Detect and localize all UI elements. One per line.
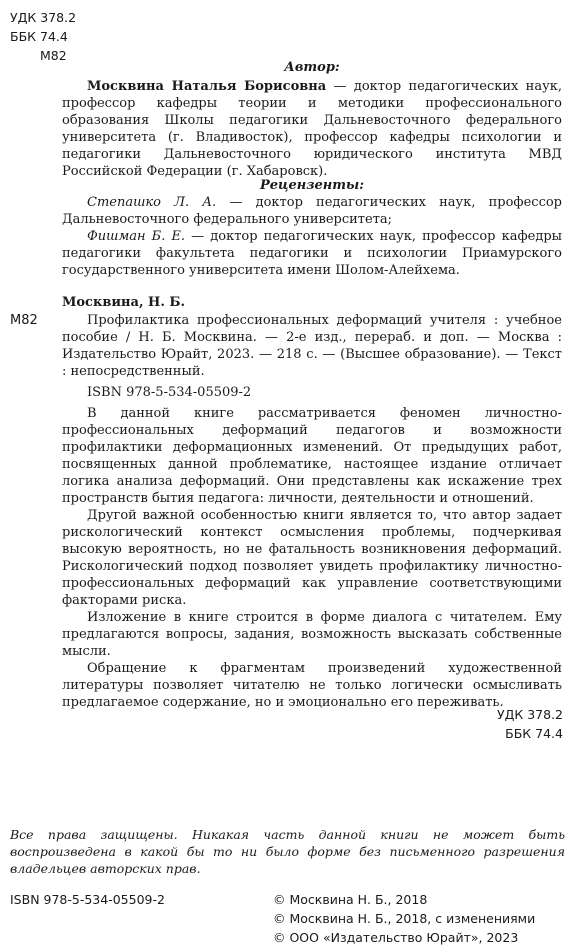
footer-isbn: ISBN 978-5-534-05509-2 [10, 892, 165, 907]
copyright-line: © Москвина Н. Б., 2018 [273, 892, 428, 907]
copyright-line: © Москвина Н. Б., 2018, с изменениями [273, 911, 536, 926]
bib-description: Профилактика профессиональных деформаций учителя : учебное пособие / Н. Б. Москвина. — 2-е изд., перераб. и доп. — Москва : Издательство Юрайт, 2023. — 218 с. — (Высшее образование). — Текст : непосредственный. [62, 313, 562, 379]
reviewers-heading: Рецензенты: [259, 178, 365, 193]
annotation-paragraph: Обращение к фрагментам произведений художественной литературы позволяет читателю не только логически осмысливать предлагаемое содержание, но и эмоционально его переживать. [62, 661, 562, 710]
author-bio: — доктор педагогических наук, профессор кафедры теории и методики профессионального образования Школы педагогики Дальневосточного федерального университета (г. Владивосток), профессор кафедры психологии и педагогики Дальневосточного юридического института МВД Российской Федерации (г. Хабаровск). [62, 79, 562, 179]
copyright-line: © ООО «Издательство Юрайт», 2023 [273, 930, 519, 945]
margin-mark: М82 [10, 313, 38, 328]
annotation-paragraph: Другой важной особенностью книги является то, что автор задает рискологический контекст осмысления проблемы, подчеркивая высокую вероятность, но не фатальность возникновения деформаций. Рискологический подход позволяет увидеть профилактику личностно-профессиональных деформаций как управление соответствующими факторами риска. [62, 508, 562, 608]
copyright-list [273, 890, 535, 947]
author-mark: М82 [40, 48, 67, 63]
bib-author-header: Москвина, Н. Б. [62, 295, 185, 310]
reviewer-name: Степашко Л. А. [87, 195, 217, 210]
bibliographic-block [62, 294, 562, 380]
reviewer-name: Фишман Б. Е. [87, 229, 186, 244]
bottom-codes [497, 705, 563, 743]
bib-isbn: ISBN 978-5-534-05509-2 [87, 385, 252, 400]
bbk-code: ББК 74.4 [10, 29, 68, 44]
bottom-bbk-code: ББК 74.4 [505, 726, 563, 741]
reviewer-text: — доктор педагогических наук, профессор кафедры педагогики факультета педагогики и психологии Приамурского государственного университета имени Шолом-Алейхема. [62, 229, 562, 278]
reviewers-block [62, 194, 562, 279]
annotation-paragraph: В данной книге рассматривается феномен личностно-профессиональных деформаций педагогов и возможности профилактики деформационных изменений. От предыдущих работ, посвященных данной проблематике, настоящее издание отличает логика анализа деформаций. Они представлены как искажение трех пространств бытия педагога: личности, деятельности и отношений. [62, 406, 562, 506]
annotation-paragraph: Изложение в книге строится в форме диалога с читателем. Ему предлагаются вопросы, задания, возможность высказать собственные мысли. [62, 610, 562, 659]
rights-notice: Все права защищены. Никакая часть данной книги не может быть воспроизведена в какой бы то ни было форме без письменного разрешения владельцев авторских прав. [10, 827, 565, 876]
classification-codes [10, 8, 76, 65]
annotation [62, 405, 562, 711]
reviewer-text: — доктор педагогических наук, профессор Дальневосточного федерального университета; [62, 195, 563, 227]
bottom-udk-code: УДК 378.2 [496, 707, 563, 722]
author-block [62, 78, 562, 180]
udk-code: УДК 378.2 [10, 10, 77, 25]
author-name: Москвина Наталья Борисовна [87, 79, 327, 94]
author-heading: Автор: [284, 60, 340, 75]
